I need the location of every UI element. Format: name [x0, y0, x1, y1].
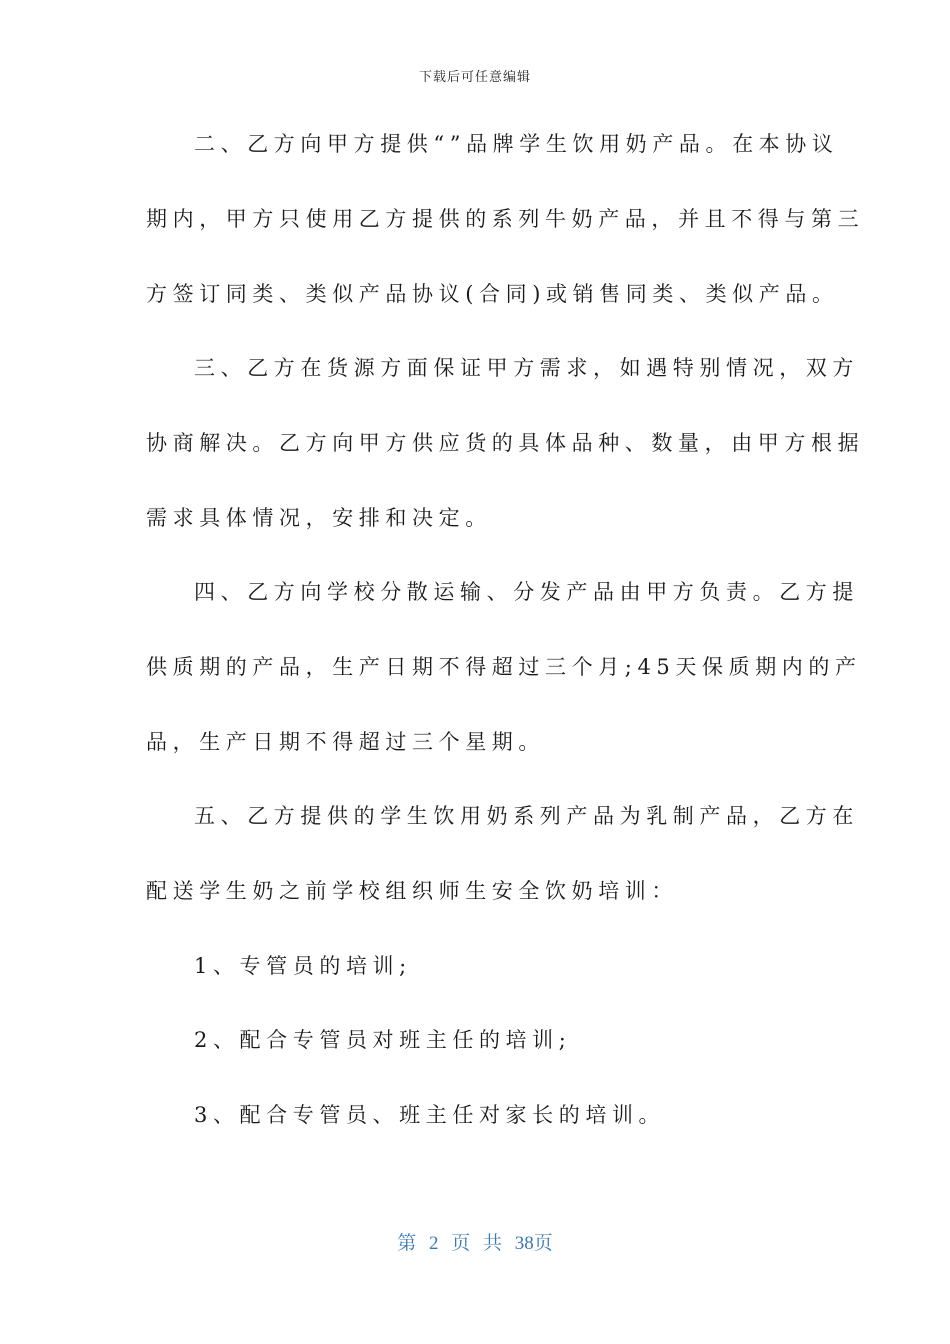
paragraph-5-line-2: 配送学生奶之前学校组织师生安全饮奶培训： — [146, 879, 678, 903]
paragraph-2-line-1: 二、乙方向甲方提供“”品牌学生饮用奶产品。在本协议 — [194, 132, 839, 156]
paragraph-4-line-1: 四、乙方向学校分散运输、分发产品由甲方负责。乙方提 — [194, 580, 859, 604]
paragraph-5-line-1: 五、乙方提供的学生饮用奶系列产品为乳制产品，乙方在 — [194, 804, 859, 828]
page-number: 第 2 页 共 38页 — [397, 1233, 553, 1254]
list-item-3: 3、配合专管员、班主任对家长的培训。 — [194, 1103, 666, 1127]
paragraph-4-line-2: 供质期的产品，生产日期不得超过三个月;45天保质期内的产 — [146, 655, 862, 679]
paragraph-4-line-3: 品，生产日期不得超过三个星期。 — [146, 730, 545, 754]
paragraph-3-line-1: 三、乙方在货源方面保证甲方需求，如遇特别情况，双方 — [194, 356, 859, 380]
list-item-2: 2、配合专管员对班主任的培训; — [194, 1028, 572, 1052]
page-header-note: 下载后可任意编辑 — [418, 70, 531, 85]
list-item-1: 1、专管员的培训; — [194, 954, 412, 978]
paragraph-2-line-3: 方签订同类、类似产品协议(合同)或销售同类、类似产品。 — [146, 282, 839, 306]
paragraph-3-line-2: 协商解决。乙方向甲方供应货的具体品种、数量，由甲方根据 — [146, 431, 865, 455]
paragraph-3-line-3: 需求具体情况，安排和决定。 — [146, 506, 492, 530]
paragraph-2-line-2: 期内，甲方只使用乙方提供的系列牛奶产品，并且不得与第三 — [146, 207, 865, 231]
